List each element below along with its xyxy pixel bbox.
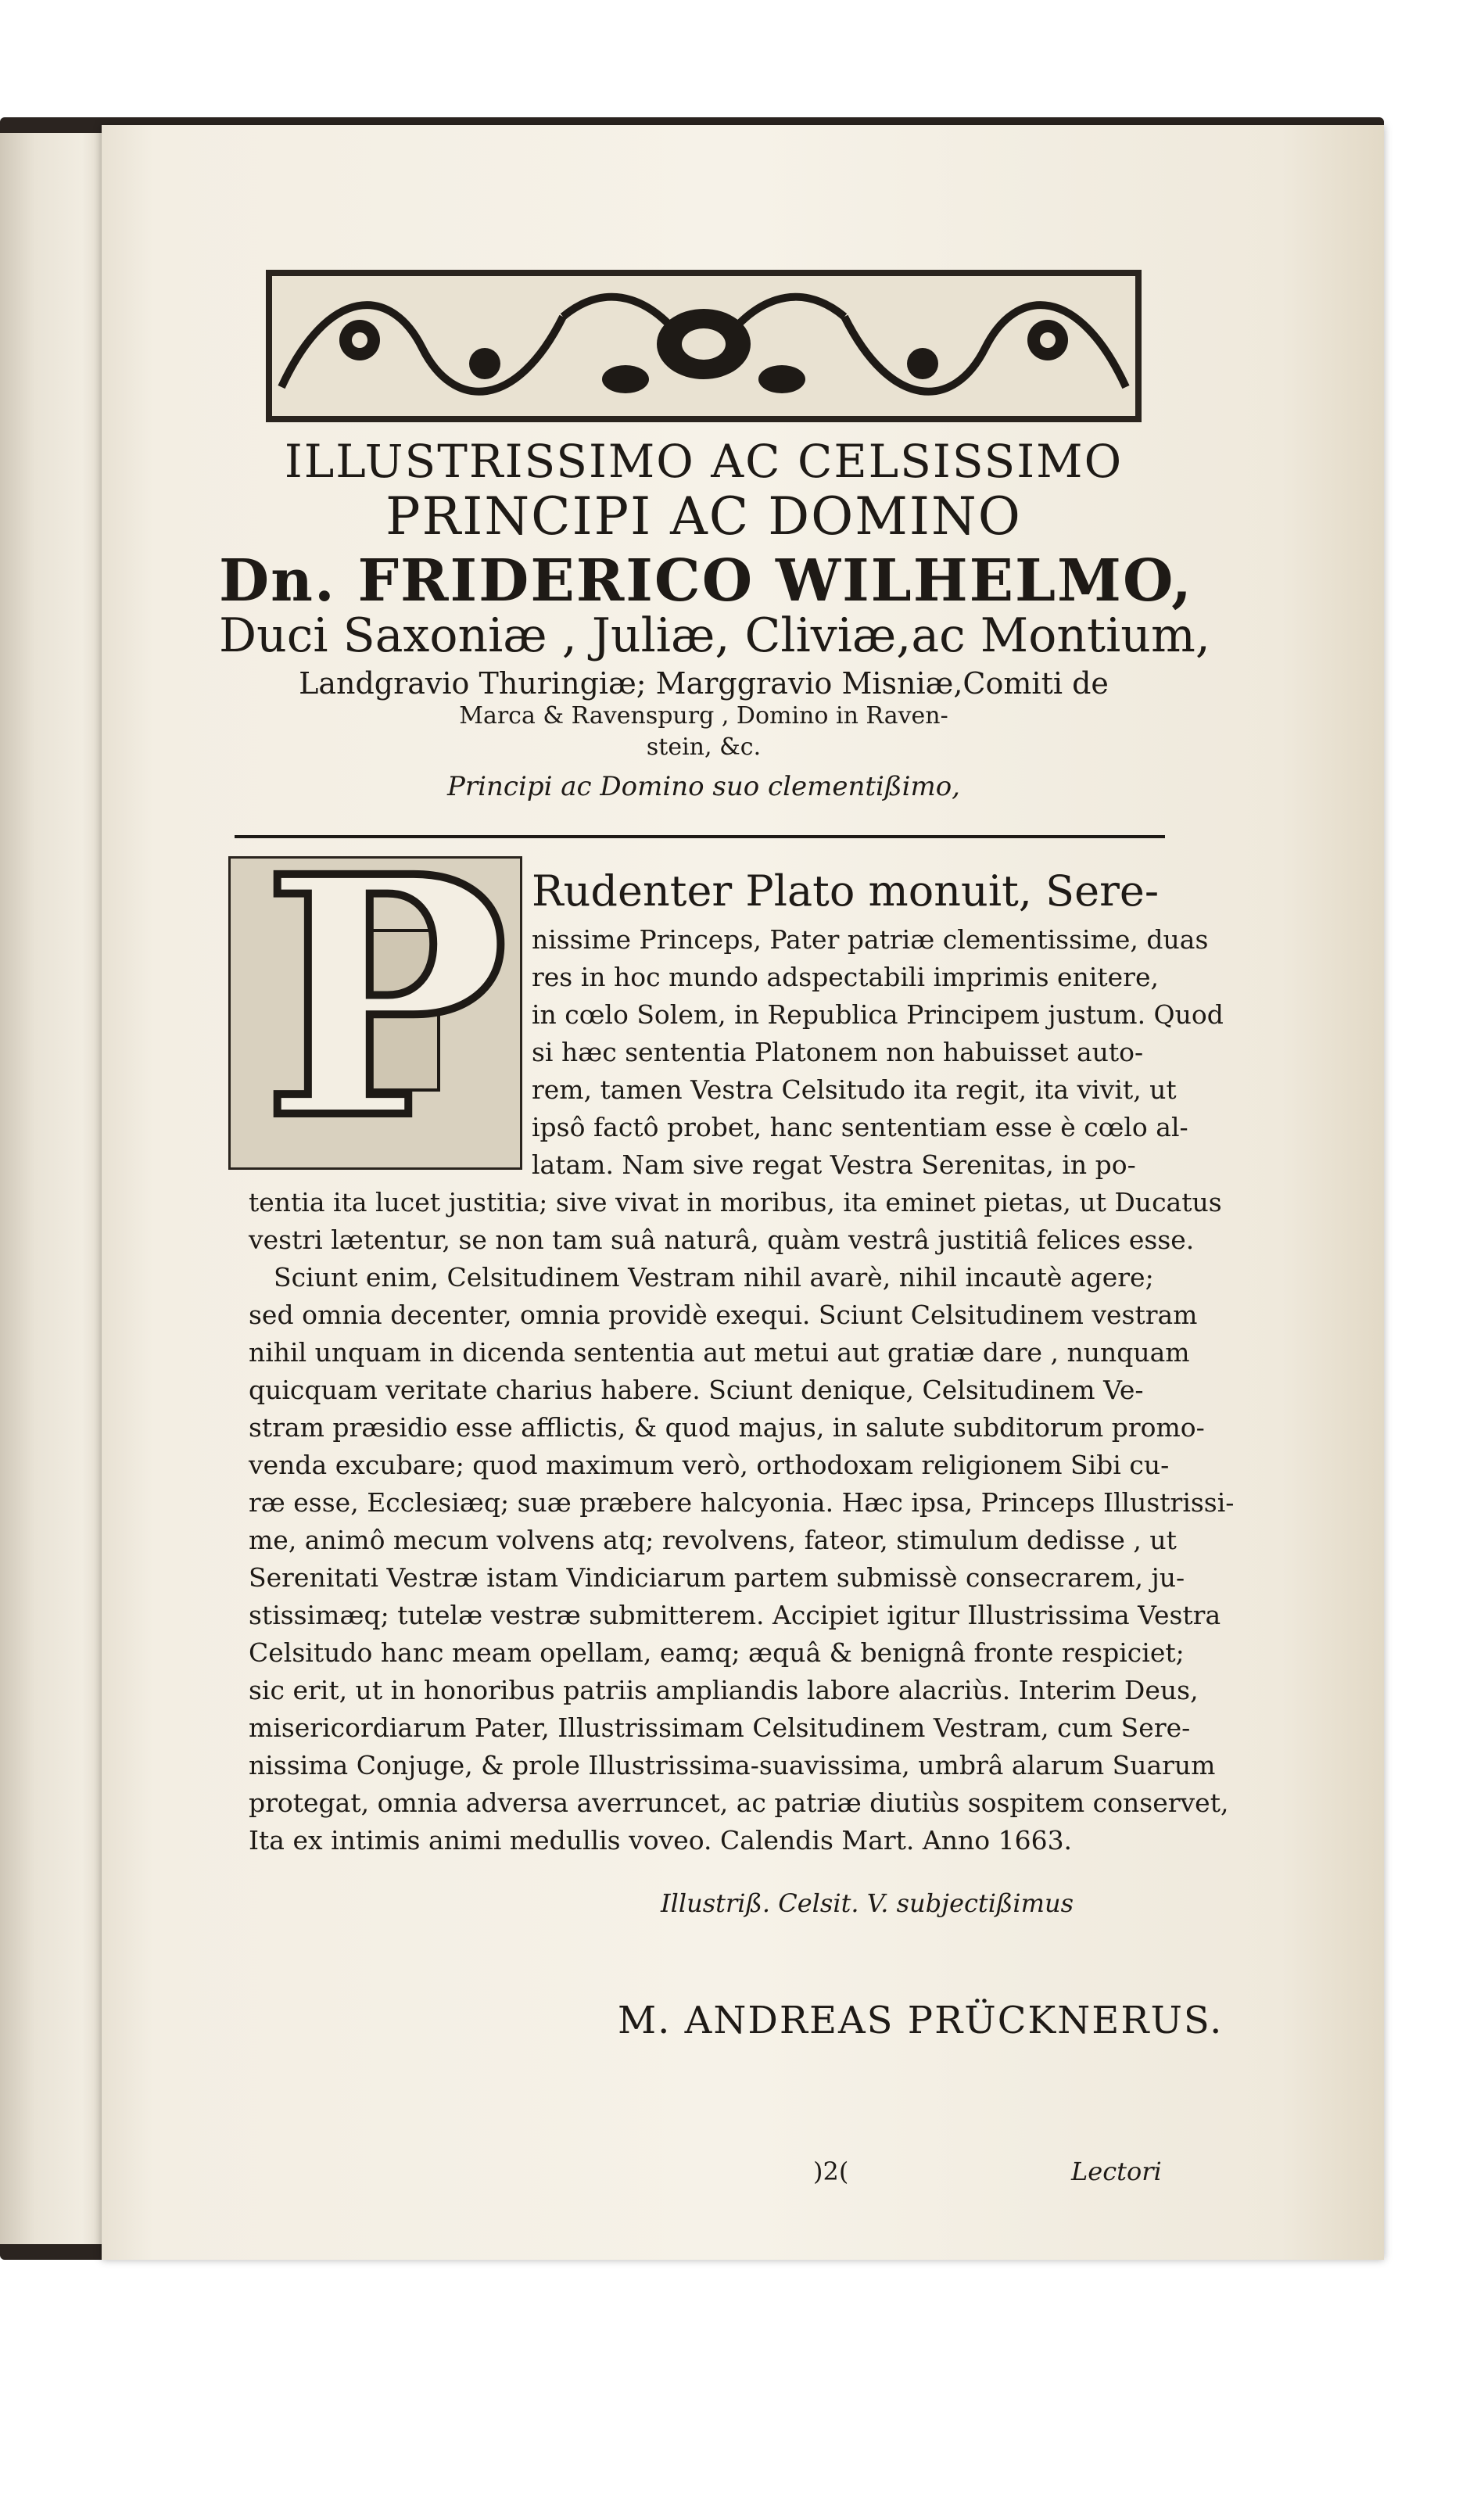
body-line: sic erit, ut in honoribus patriis ampliandis labore alacriùs. Interim Deus, <box>249 1675 1199 1705</box>
body-line: tentia ita lucet justitia; sive vivat in moribus, ita eminet pietas, ut Ducatus <box>249 1187 1222 1217</box>
dedication-line-2: PRINCIPI AC DOMINO <box>385 486 1022 547</box>
body-line: nissime Princeps, Pater patriæ clementissime, duas <box>532 924 1209 955</box>
body-line: rem, tamen Vestra Celsitudo ita regit, ita vivit, ut <box>532 1074 1177 1105</box>
decorated-initial <box>228 856 522 1170</box>
dedication-line-7: stein, &c. <box>646 733 762 761</box>
body-line: ræ esse, Ecclesiæq; suæ præbere halcyonia. Hæc ipsa, Princeps Illustrissi- <box>249 1487 1235 1518</box>
body-line: in cœlo Solem, in Republica Principem justum. Quod <box>532 999 1224 1030</box>
signer-name: M. ANDREAS PRÜCKNERUS. <box>618 1999 1224 2042</box>
body-line: misericordiarum Pater, Illustrissimam Celsitudinem Vestram, cum Sere- <box>249 1712 1191 1743</box>
horizontal-rule <box>235 835 1165 838</box>
body-line: Ita ex intimis animi medullis voveo. Calendis Mart. Anno 1663. <box>249 1825 1073 1856</box>
body-line: vestri lætentur, se non tam suâ naturâ, quàm vestrâ justitiâ felices esse. <box>249 1225 1195 1255</box>
catchword: Lectori <box>1071 2157 1162 2186</box>
body-line: Celsitudo hanc meam opellam, eamq; æquâ & benignâ fronte respiciet; <box>249 1637 1185 1668</box>
body-line: stram præsidio esse afflictis, & quod majus, in salute subditorum promo- <box>249 1412 1205 1443</box>
body-line: sed omnia decenter, omnia providè exequi. Sciunt Celsitudinem vestram <box>249 1300 1198 1330</box>
initial-letter: P <box>262 856 509 1170</box>
body-line: nissima Conjuge, & prole Illustrissima-suavissima, umbrâ alarum Suarum <box>249 1750 1216 1780</box>
body-line: Serenitati Vestræ istam Vindiciarum partem submissè consecrarem, ju- <box>249 1562 1185 1593</box>
dedication-line-6: Marca & Ravenspurg , Domino in Raven- <box>459 702 948 730</box>
body-line: stissimæq; tutelæ vestræ submitterem. Accipiet igitur Illustrissima Vestra <box>249 1600 1221 1630</box>
body-line: venda excubare; quod maximum verò, orthodoxam religionem Sibi cu- <box>249 1450 1170 1480</box>
dedication-line-4: Duci Saxoniæ , Juliæ, Cliviæ,ac Montium, <box>219 608 1210 663</box>
body-line: nihil unquam in dicenda sententia aut metui aut gratiæ dare , nunquam <box>249 1337 1190 1368</box>
signature-mark: )2( <box>813 2157 849 2186</box>
dedication-line-8: Principi ac Domino suo clementißimo, <box>447 771 960 802</box>
headpiece-ornament <box>266 270 1142 422</box>
body-line: quicquam veritate charius habere. Sciunt denique, Celsitudinem Ve- <box>249 1375 1144 1405</box>
dedication-line-3: Dn. FRIDERICO WILHELMO, <box>219 547 1193 615</box>
body-line: latam. Nam sive regat Vestra Serenitas, in po- <box>532 1149 1136 1180</box>
body-line: ipsô factô probet, hanc sententiam esse è cœlo al- <box>532 1112 1188 1142</box>
body-line: me, animô mecum volvens atq; revolvens, fateor, stimulum dedisse , ut <box>249 1525 1177 1555</box>
body-line: protegat, omnia adversa averruncet, ac patriæ diutiùs sospitem conservet, <box>249 1787 1229 1818</box>
body-line: si hæc sententia Platonem non habuisset auto- <box>532 1037 1144 1067</box>
body-line: res in hoc mundo adspectabili imprimis enitere, <box>532 962 1159 992</box>
dedication-line-1: ILLUSTRISSIMO AC CELSISSIMO <box>284 435 1124 488</box>
dedication-line-5: Landgravio Thuringiæ; Marggravio Misniæ,Comiti de <box>299 666 1109 701</box>
body-line: Sciunt enim, Celsitudinem Vestram nihil avarè, nihil incautè agere; <box>274 1262 1154 1293</box>
signature-title: Illustriß. Celsit. V. subjectißimus <box>661 1888 1074 1918</box>
body-lead-line: Rudenter Plato monuit, Sere- <box>532 866 1160 916</box>
